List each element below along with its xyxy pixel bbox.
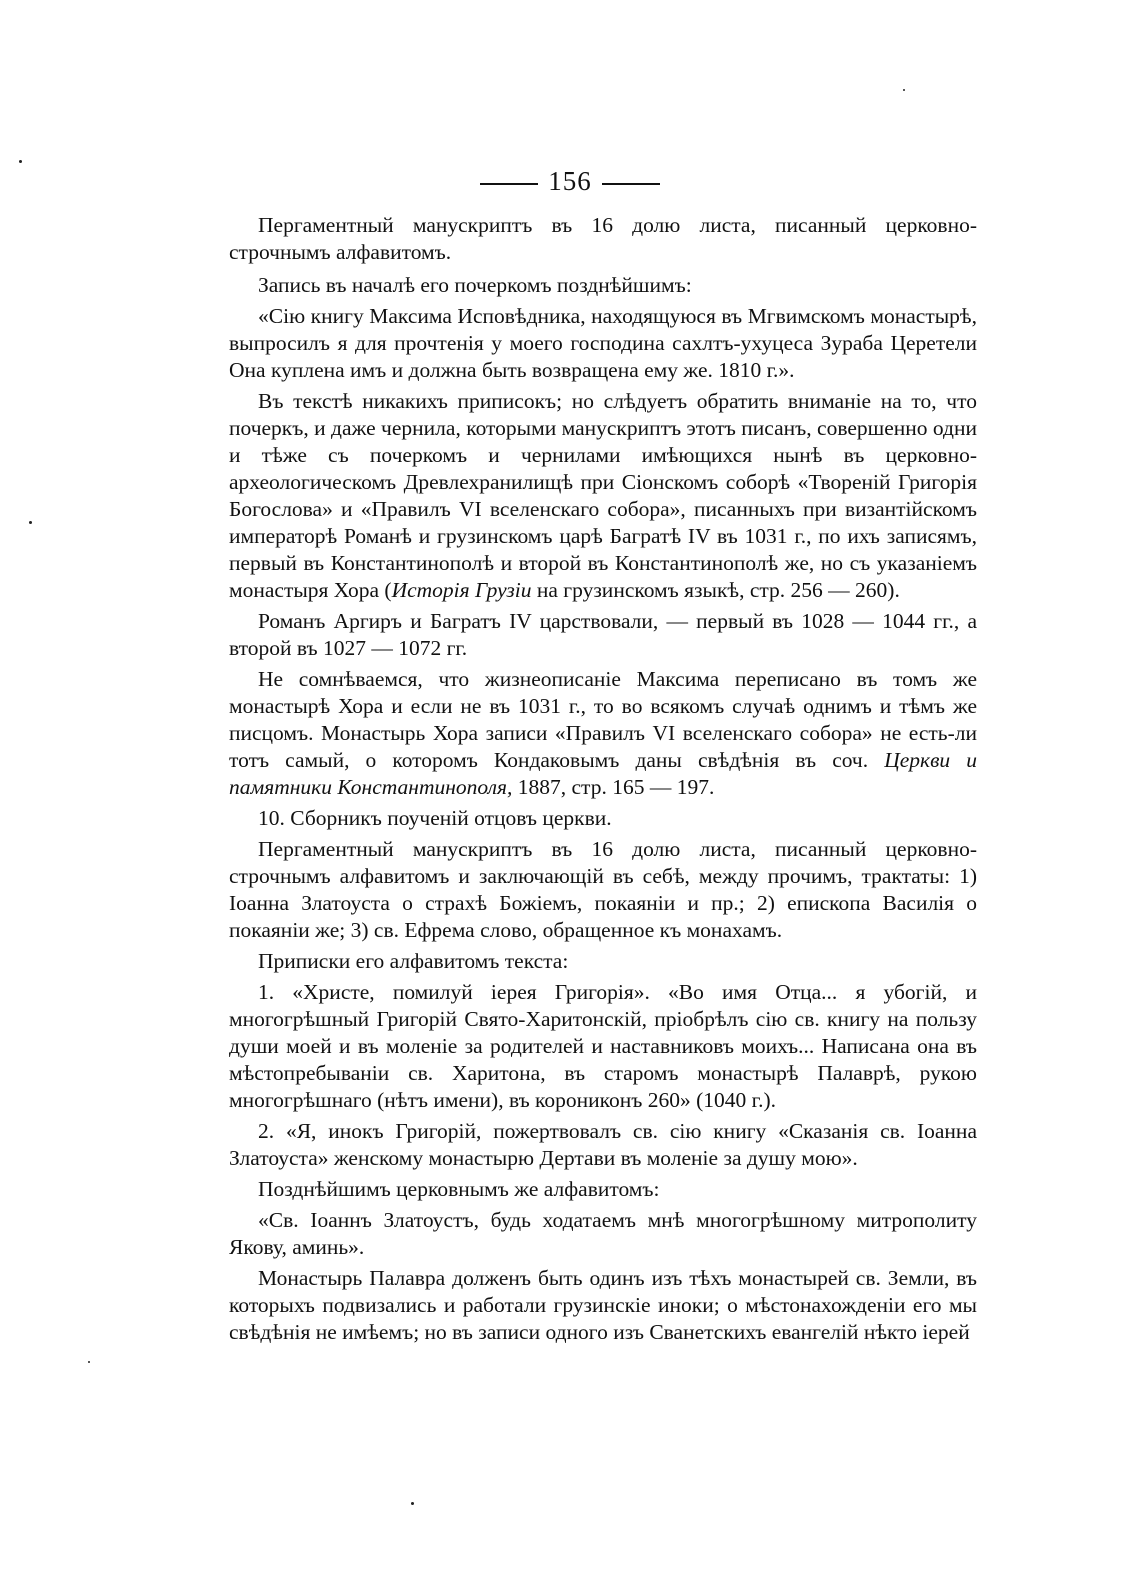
paragraph: Пергаментный манускриптъ въ 16 долю листа, писанный церковно-строчнымъ алфавитомъ. — [229, 213, 977, 264]
scan-speck — [19, 160, 22, 163]
paragraph: Пергаментный манускриптъ въ 16 долю листа, писанный церковно-строчнымъ алфавитомъ и заключающій въ себѣ, между прочимъ, трактаты: 1) Іоанна Златоуста о страхѣ Божіемъ, покаяніи и пр.; 2) епископа Василія о покаяніи же; 3) св. Ефрема слово, обращенное къ монахамъ. — [229, 837, 977, 942]
header-dash-left — [480, 183, 538, 185]
body-text — [229, 212, 977, 1350]
paragraph: «Сію книгу Максима Исповѣдника, находящуюся въ Мгвимскомъ монастырѣ, выпросилъ я для прочтенія у моего господина сахлтъ-ухуцеса Зураба Церетели Она куплена имъ и должна быть возвращена ему же. 1810 г.». — [229, 304, 977, 382]
scan-speck — [903, 89, 905, 91]
paragraph: Романъ Аргиръ и Багратъ IV царствовали, — первый въ 1028 — 1044 гг., а второй въ 1027 — 1072 гг. — [229, 609, 977, 660]
scan-speck — [88, 1361, 90, 1363]
paragraph: Монастырь Палавра долженъ быть одинъ изъ тѣхъ монастырей св. Земли, въ которыхъ подвизались и работали грузинскіе иноки; о мѣстонахожденіи его мы свѣдѣнія не имѣемъ; но въ записи одного изъ Сванетскихъ евангелій нѣкто іерей — [229, 1266, 977, 1344]
scan-speck — [411, 1502, 414, 1505]
paragraph: Въ текстѣ никакихъ приписокъ; но слѣдуетъ обратить вниманіе на то, что почеркъ, и даже чернила, которыми манускриптъ этотъ писанъ, совершенно одни и тѣже съ почеркомъ и чернилами имѣющихся нынѣ въ церковно-археологическомъ Древлехранилищѣ при Сіонскомъ соборѣ «Твореній Григорія Богослова» и «Правилъ VI вселенскаго собора», писанныхъ при византійскомъ императорѣ Романѣ и грузинскомъ царѣ Багратѣ IV въ 1031 г., по ихъ записямъ, первый въ Константинополѣ и второй въ Константинополѣ же, но съ указаніемъ монастыря Хора (Исторія Грузіи на грузинскомъ языкѣ, стр. 256 — 260). — [229, 389, 977, 602]
page-number: 156 — [548, 166, 592, 196]
scan-speck — [29, 521, 32, 524]
section-heading: 10. Сборникъ поученій отцовъ церкви. — [258, 806, 612, 830]
paragraph: Не сомнѣваемся, что жизнеописаніе Максима переписано въ томъ же монастырѣ Хора и если не въ 1031 г., то во всякомъ случаѣ однимъ и тѣмъ же писцомъ. Монастырь Хора записи «Правилъ VI вселенскаго собора» не есть-ли тотъ самый, о которомъ Кондаковымъ даны свѣдѣнія въ соч. Церкви и памятники Константинополя, 1887, стр. 165 — 197. — [229, 667, 977, 799]
paragraph: Запись въ началѣ его почеркомъ позднѣйшимъ: — [258, 273, 692, 297]
paragraph: Позднѣйшимъ церковнымъ же алфавитомъ: — [258, 1177, 660, 1201]
paragraph: 1. «Христе, помилуй іерея Григорія». «Во имя Отца... я убогій, и многогрѣшный Григорій Свято-Харитонскій, пріобрѣлъ сію св. книгу на пользу души моей и въ моленіе за родителей и наставниковъ моихъ... Написана она въ мѣстопребываніи св. Харитона, въ старомъ монастырѣ Палаврѣ, рукою многогрѣшнаго (нѣтъ имени), въ корониконъ 260» (1040 г.). — [229, 980, 977, 1112]
paragraph: «Св. Іоаннъ Златоустъ, будь ходатаемъ мнѣ многогрѣшному митрополиту Якову, аминь». — [229, 1208, 977, 1259]
header-dash-right — [602, 183, 660, 185]
page-header — [0, 166, 1140, 197]
paragraph: Приписки его алфавитомъ текста: — [258, 949, 569, 973]
paragraph: 2. «Я, инокъ Григорій, пожертвовалъ св. сію книгу «Сказанія св. Іоанна Златоуста» женскому монастырю Дертави въ моленіе за душу мою». — [229, 1119, 977, 1170]
